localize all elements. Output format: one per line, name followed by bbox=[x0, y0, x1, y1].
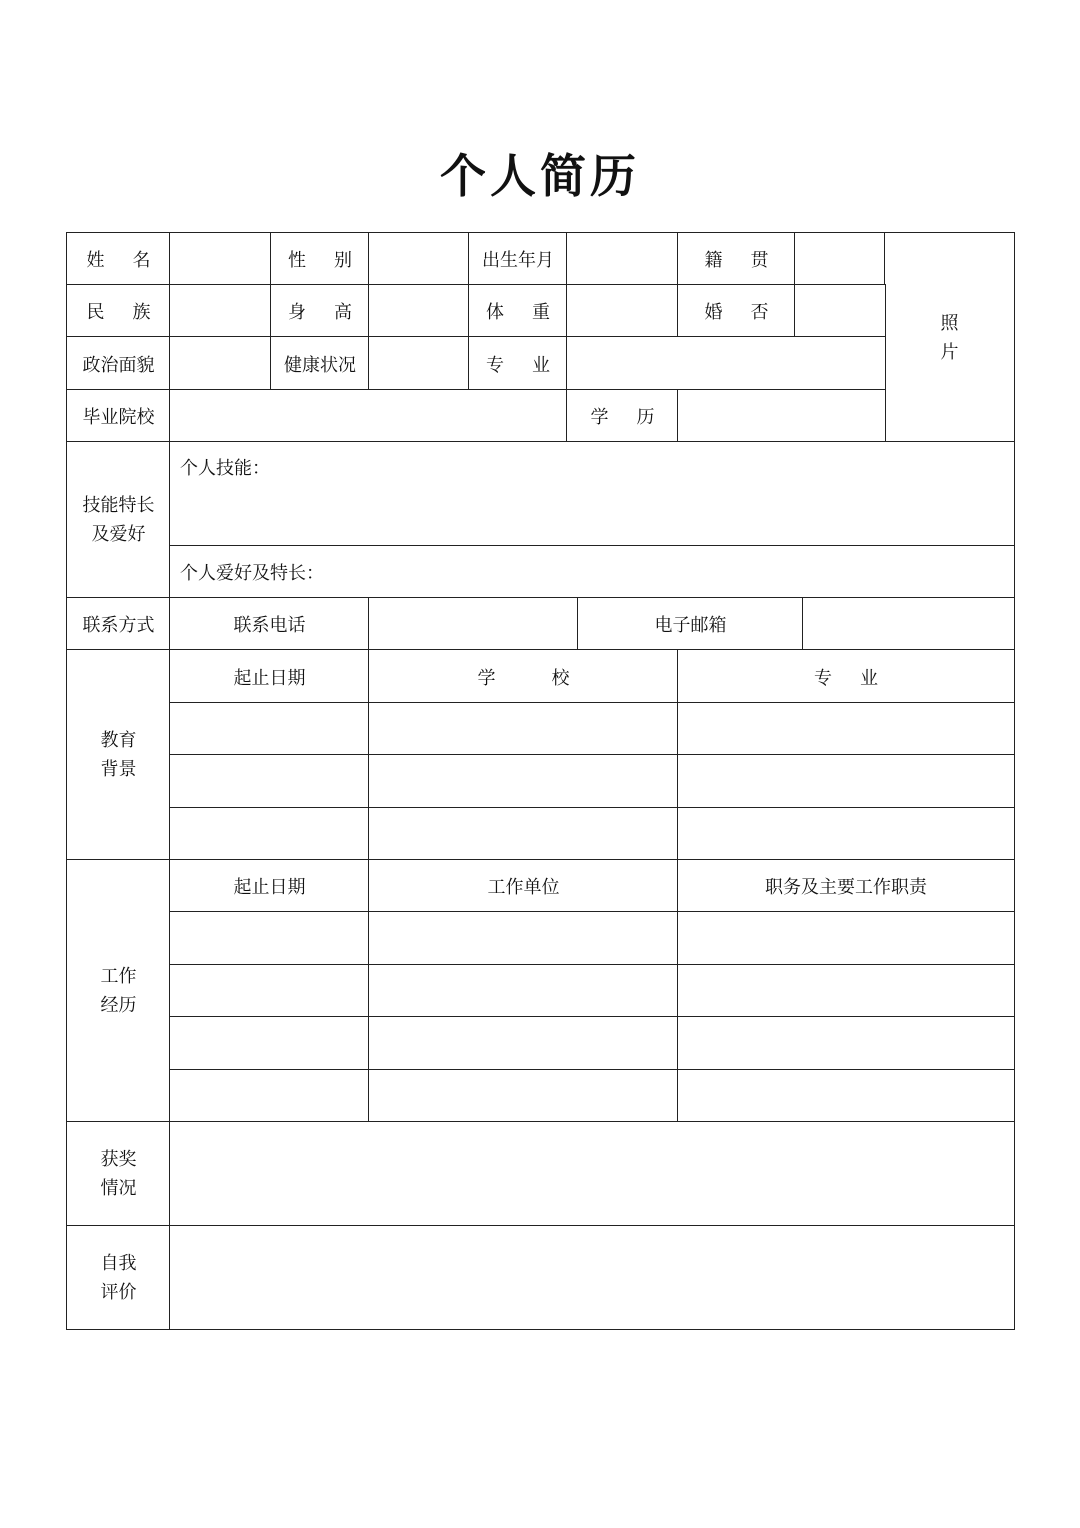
edu-row1-school[interactable] bbox=[368, 702, 679, 756]
email-field[interactable] bbox=[802, 597, 1015, 651]
skills-field[interactable] bbox=[169, 441, 1015, 547]
height-label: 身 高 bbox=[270, 284, 370, 338]
ethnic-label: 民 族 bbox=[66, 284, 171, 338]
work-row3-dates[interactable] bbox=[169, 1016, 370, 1071]
name-field[interactable] bbox=[169, 232, 272, 286]
contact-section-label: 联系方式 bbox=[66, 597, 171, 651]
work-header-duties: 职务及主要工作职责 bbox=[677, 859, 1015, 913]
phone-field[interactable] bbox=[368, 597, 579, 651]
native-place-label: 籍 贯 bbox=[677, 232, 796, 286]
graduate-school-field[interactable] bbox=[169, 389, 568, 443]
skills-label: 个人技能： bbox=[180, 458, 270, 479]
degree-field[interactable] bbox=[677, 389, 886, 443]
birth-field[interactable] bbox=[566, 232, 679, 286]
edu-row2-dates[interactable] bbox=[169, 754, 370, 809]
height-field[interactable] bbox=[368, 284, 470, 338]
awards-field[interactable] bbox=[169, 1121, 1015, 1227]
phone-label: 联系电话 bbox=[169, 597, 370, 651]
education-section-label: 教育 背景 bbox=[66, 649, 171, 861]
self-eval-field[interactable] bbox=[169, 1225, 1015, 1330]
edu-row2-school[interactable] bbox=[368, 754, 679, 809]
work-row4-duties[interactable] bbox=[677, 1069, 1015, 1123]
edu-row3-major[interactable] bbox=[677, 807, 1015, 861]
edu-row3-school[interactable] bbox=[368, 807, 679, 861]
major-label: 专 业 bbox=[468, 336, 568, 391]
gender-label: 性 别 bbox=[270, 232, 370, 286]
name-label: 姓 名 bbox=[66, 232, 171, 286]
awards-section-label: 获奖 情况 bbox=[66, 1121, 171, 1227]
skills-section-label: 技能特长 及爱好 bbox=[66, 441, 171, 599]
photo-box[interactable]: 照 片 bbox=[884, 232, 1015, 443]
graduate-school-label: 毕业院校 bbox=[66, 389, 171, 443]
work-row4-employer[interactable] bbox=[368, 1069, 679, 1123]
native-place-field[interactable] bbox=[794, 232, 886, 286]
degree-label: 学 历 bbox=[566, 389, 679, 443]
ethnic-field[interactable] bbox=[169, 284, 272, 338]
work-row1-duties[interactable] bbox=[677, 911, 1015, 966]
hobbies-field[interactable] bbox=[169, 545, 1015, 599]
political-label: 政治面貌 bbox=[66, 336, 171, 391]
edu-row1-dates[interactable] bbox=[169, 702, 370, 756]
email-label: 电子邮箱 bbox=[577, 597, 804, 651]
work-row3-employer[interactable] bbox=[368, 1016, 679, 1071]
work-section-label: 工作 经历 bbox=[66, 859, 171, 1123]
work-row1-dates[interactable] bbox=[169, 911, 370, 966]
work-row4-dates[interactable] bbox=[169, 1069, 370, 1123]
work-header-dates: 起止日期 bbox=[169, 859, 370, 913]
gender-field[interactable] bbox=[368, 232, 470, 286]
marital-field[interactable] bbox=[794, 284, 886, 338]
edu-header-major: 专 业 bbox=[677, 649, 1015, 704]
health-field[interactable] bbox=[368, 336, 470, 391]
edu-row2-major[interactable] bbox=[677, 754, 1015, 809]
hobbies-label: 个人爱好及特长： bbox=[180, 563, 324, 584]
edu-row3-dates[interactable] bbox=[169, 807, 370, 861]
birth-label: 出生年月 bbox=[468, 232, 568, 286]
weight-label: 体 重 bbox=[468, 284, 568, 338]
edu-row1-major[interactable] bbox=[677, 702, 1015, 756]
work-row3-duties[interactable] bbox=[677, 1016, 1015, 1071]
work-row2-employer[interactable] bbox=[368, 964, 679, 1018]
work-row2-duties[interactable] bbox=[677, 964, 1015, 1018]
page-title: 个人简历 bbox=[440, 149, 640, 203]
edu-header-school: 学 校 bbox=[368, 649, 679, 704]
edu-header-dates: 起止日期 bbox=[169, 649, 370, 704]
health-label: 健康状况 bbox=[270, 336, 370, 391]
weight-field[interactable] bbox=[566, 284, 679, 338]
work-row2-dates[interactable] bbox=[169, 964, 370, 1018]
political-field[interactable] bbox=[169, 336, 272, 391]
marital-label: 婚 否 bbox=[677, 284, 796, 338]
work-header-employer: 工作单位 bbox=[368, 859, 679, 913]
self-eval-section-label: 自我 评价 bbox=[66, 1225, 171, 1330]
work-row1-employer[interactable] bbox=[368, 911, 679, 966]
major-field[interactable] bbox=[566, 336, 886, 391]
